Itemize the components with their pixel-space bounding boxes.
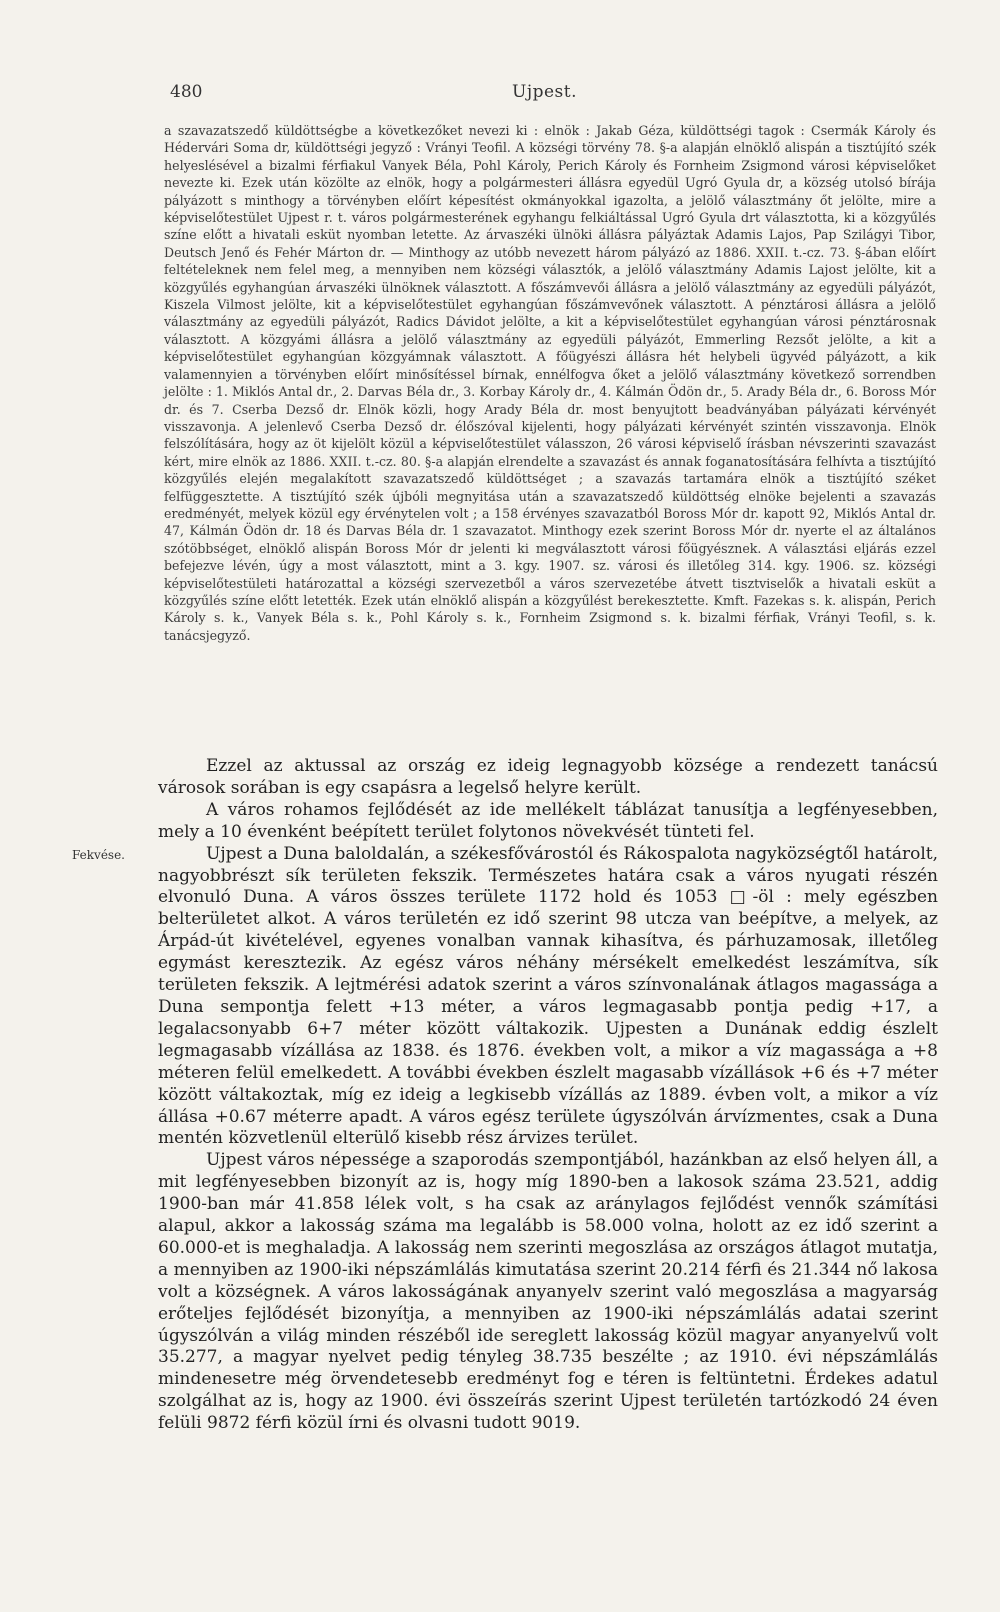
paragraph: Ezzel az aktussal az ország ez ideig legnagyobb községe a rendezett tanácsú városok sorában is egy csapásra a legelső helyre került. bbox=[158, 756, 938, 798]
paragraph: A város rohamos fejlődését az ide mellékelt táblázat tanusítja a legfényesebben, mely a 10 évenként beépített terület folytonos növekvését tünteti fel. bbox=[158, 799, 938, 842]
paragraph: Ujpest város népessége a szaporodás szempontjából, hazánkban az első helyen áll, a mit legfényesebben bizonyít az is, hogy míg 1890-ben a lakosok száma 23.521, addig 1900-ban már 41.858 lélek volt, s ha csak az aránylagos fejlődést vennők számítási alapul, akkor a lakosság száma ma legalább is 58.000 volna, holott az ez idő szerint a 60.000-et is meghaladja. A lakosság nem szerinti megoszlása az országos átlagot mutatja, a mennyiben az 1900-iki népszámlálás kimutatása szerint 20.214 férfi és 21.344 nő lakosa volt a községnek. A város lakosságának anyanyelv szerint való megoszlása a magyarság erőteljes fejlődését bizonyítja, a mennyiben az 1900-iki népszámlálás adatai szerint úgyszólván a világ minden részéből ide sereglett lakosság közül magyar anyanyelvű volt 35.277, a magyar nyelvet pedig tényleg 38.735 beszélte ; az 1910. évi népszámlálás mindenesetre még örvendetesebb eredményt fog e téren is feltüntetni. Érdekes adatul szolgálhat az is, hogy az 1900. évi összeírás szerint Ujpest területén tartózkodó 24 éven felüli 9872 férfi közül írni és olvasni tudott 9019. bbox=[158, 1150, 938, 1434]
page-number: 480 bbox=[170, 82, 203, 102]
small-print-section bbox=[164, 122, 936, 644]
small-paragraph: a szavazatszedő küldöttségbe a következőket nevezi ki : elnök : Jakab Géza, küldöttségi tagok : Csermák Károly és Hédervári Soma dr, küldöttségi jegyző : Vrányi Teofil. A községi törvény 78. §-a alapján elnöklő alispán a tisztújító szék helyeslésével a bizalmi férfiakul Vanyek Béla, Pohl Károly, Perich Károly és Fornheim Zsigmond városi képviselőket nevezte ki. Ezek után közölte az elnök, hogy a polgármesteri állásra egyedül Ugró Gyula dr, a község utolsó bírája pályázott s minthogy a törvényben előírt képesítést okmányokkal igazolta, a jelölő választmány őt jelölte, mire a képviselőtestület Ujpest r. t. város polgármesterének egyhangu felkiáltással Ugró Gyula drt választotta, ki a közgyűlés színe előtt a hivatali esküt nyomban letette. Az árvaszéki ülnöki állásra pályáztak Adamis Lajos, Pap Szilágyi Tibor, Deutsch Jenő és Fehér Márton dr. — Minthogy az utóbb nevezett három pályázó az 1886. XXII. t.-cz. 73. §-ában előírt feltételeknek nem felel meg, a mennyiben nem községi választók, a jelölő választmány Adamis Lajost jelölte, kit a közgyűlés egyhangúan árvaszéki ülnöknek választott. A főszámvevői állásra a jelölő választmány az egyedüli pályázót, Kiszela Vilmost jelölte, kit a képviselőtestület egyhangúan főszámvevőnek választott. A pénztárosi állásra a jelölő választmány az egyedüli pályázót, Radics Dávidot jelölte, a kit a képviselőtestület egyhangúan városi pénztárosnak választott. A közgyámi állásra a jelölő választmány az egyedüli pályázót, Emmerling Rezsőt jelölte, a kit a képviselőtestület egyhangúan közgyámnak választott. A főügyészi állásra hét helybeli ügyvéd pályázott, a kik valamennyien a törvényben előírt minősítéssel bírnak, ennélfogva őket a jelölő választmány következő sorrendben jelölte : 1. Miklós Antal dr., 2. Darvas Béla dr., 3. Korbay Károly dr., 4. Kálmán Ödön dr., 5. Arady Béla dr., 6. Boross Mór dr. és 7. Cserba Dezső dr. Elnök közli, hogy Arady Béla dr. most benyujtott beadványában pályázati kérvényét visszavonja. A jelenlevő Cserba Dezső dr. élőszóval kijelenti, hogy pályázati kérvényét szintén visszavonja. Elnök felszólítására, hogy az öt kijelölt közül a képviselőtestület válasszon, 26 városi képviselő írásban névszerinti szavazást kért, mire elnök az 1886. XXII. t.-cz. 80. §-a alapján elrendelte a szavazást és annak foganatosítására felhívta a tisztújító közgyűlés elején megalakított szavazatszedő küldöttséget ; a szavazás tartamára elnök a tisztújító széket felfüggesztette. A tisztújító szék újbóli megnyitása után a szavazatszedő küldöttség elnöke bejelenti a szavazás eredményét, melyek közül egy érvénytelen volt ; a 158 érvényes szavazatból Boross Mór dr. kapott 92, Miklós Antal dr. 47, Kálmán Ödön dr. 18 és Darvas Béla dr. 1 szavazatot. Minthogy ezek szerint Boross Mór dr. nyerte el az általános szótöbbséget, elnöklő alispán Boross Mór dr jelenti ki megválasztott városi főügyésznek. A választási eljárás ezzel befejezve lévén, úgy a most választott, mint a 3. kgy. 1907. sz. városi és illetőleg 314. kgy. 1906. sz. községi képviselőtestületi határozattal a községi szervezetből a város szervezetébe átvett tisztviselők a hivatali esküt a közgyűlés színe előtt letették. Ezek után elnöklő alispán a közgyűlést berekesztette. Kmft. Fazekas s. k. alispán, Perich Károly s. k., Vanyek Béla s. k., Pohl Károly s. k., Fornheim Zsigmond s. k. bizalmi férfiak, Vrányi Teofil, s. k. tanácsjegyző. bbox=[164, 123, 936, 643]
paragraph: Ujpest a Duna baloldalán, a székesfővárostól és Rákospalota nagyközségtől határolt, nagyobbrészt sík területen fekszik. Természetes határa csak a város nyugati részén elvonuló Duna. A város összes területe 1172 hold és 1053 □-öl : mely egészben belterületet alkot. A város területén ez idő szerint 98 utcza van beépítve, a melyek, az Árpád-út kivételével, egyenes vonalban vannak kihasítva, és párhuzamosak, illetőleg egymást keresztezik. Az egész város néhány mérsékelt emelkedést leszámítva, sík területen fekszik. A lejtmérési adatok szerint a város színvonalának átlagos magassága a Duna sempontja felett +13 méter, a város legmagasabb pontja pedig +17, a legalacsonyabb 6+7 méter között váltakozik. Ujpesten a Dunának eddig észlelt legmagasabb vízállása az 1838. és 1876. években volt, a mikor a víz magassága a +8 méteren felül emelkedett. A további években észlelt magasabb vízállások +6 és +7 méter között váltakoztak, míg ez ideig a legkisebb vízállás az 1889. évben volt, a mikor a víz állása +0.67 méterre apadt. A város egész területe úgyszólván árvízmentes, csak a Duna mentén közvetlenül elterülő kisebb rész árvizes terület. bbox=[158, 843, 938, 1149]
page-header bbox=[170, 74, 930, 104]
main-text-section bbox=[158, 756, 938, 1435]
running-head: Ujpest. bbox=[512, 82, 578, 102]
margin-note: Fekvése. bbox=[72, 848, 125, 862]
